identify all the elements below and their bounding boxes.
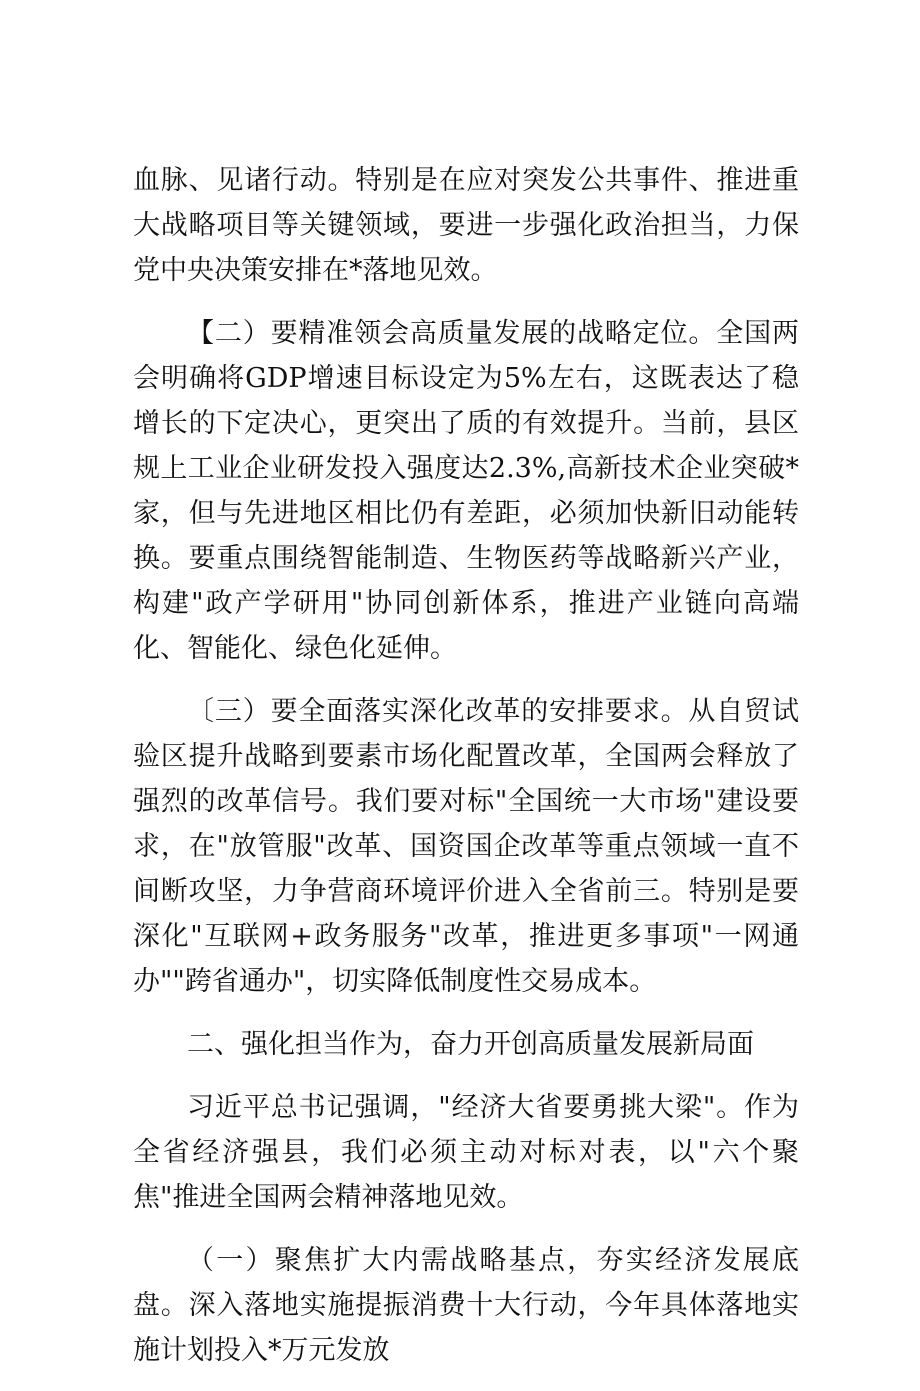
paragraph-continuation: 血脉、见诸行动。特别是在应对突发公共事件、推进重大战略项目等关键领域，要进一步强化政治担当，力保党中央决策安排在*落地见效。	[133, 165, 799, 286]
paragraph-subsection-one: （一）聚焦扩大内需战略基点，夯实经济发展底盘。深入落地实施提振消费十大行动，今年具体落地实施计划投入*万元发放	[133, 1245, 799, 1366]
paragraph-section-three: 〔三）要全面落实深化改革的安排要求。从自贸试验区提升战略到要素市场化配置改革，全国两会释放了强烈的改革信号。我们要对标"全国统一大市场"建设要求，在"放管服"改革、国资国企改革等重点领域一直不间断攻坚，力争营商环境评价进入全省前三。特别是要深化"互联网+政务服务"改革，推进更多事项"一网通办""跨省通办"，切实降低制度性交易成本。	[133, 696, 799, 997]
document-body	[133, 158, 799, 1391]
section-heading: 二、强化担当作为，奋力开创高质量发展新局面	[187, 1029, 754, 1060]
paragraph-section-two: 【二）要精准领会高质量发展的战略定位。全国两会明确将GDP增速目标设定为5%左右，这既表达了稳增长的下定决心，更突出了质的有效提升。当前，县区规上工业企业研发投入强度达2.3%,高新技术企业突破*家，但与先进地区相比仍有差距，必须加快新旧动能转换。要重点围绕智能制造、生物医药等战略新兴产业，构建"政产学研用"协同创新体系，推进产业链向高端化、智能化、绿色化延伸。	[133, 318, 799, 664]
paragraph-quote: 习近平总书记强调，"经济大省要勇挑大梁"。作为全省经济强县，我们必须主动对标对表，以"六个聚焦"推进全国两会精神落地见效。	[133, 1092, 799, 1213]
